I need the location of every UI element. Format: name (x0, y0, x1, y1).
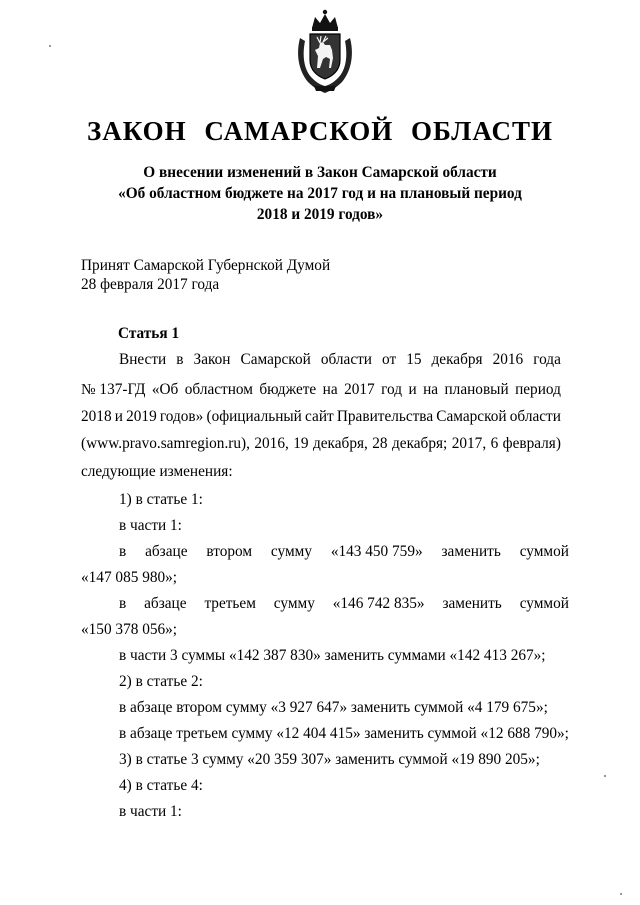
subtitle-line: 2018 и 2019 годов» (256, 206, 384, 223)
list-item (119, 542, 569, 561)
word: 2016 (492, 351, 524, 368)
word: Самарской (436, 408, 507, 425)
title-word: САМАРСКОЙ (204, 116, 394, 146)
list-item: «147 085 980»; (81, 569, 178, 586)
law-subtitle (0, 162, 640, 225)
word: декабря; (392, 435, 448, 452)
word: период (515, 381, 561, 398)
page-title (0, 116, 640, 147)
title-word: ОБЛАСТИ (411, 116, 553, 146)
article-heading: Статья 1 (118, 325, 180, 342)
list-item: 4) в статье 4: (119, 777, 203, 794)
list-item: в части 1: (119, 803, 182, 820)
word: «143 450 759» (330, 543, 423, 560)
word: суммой (519, 595, 569, 612)
list-item (119, 594, 569, 613)
word: 2018 (81, 408, 112, 425)
word: третьем (204, 595, 256, 612)
title-word: ЗАКОН (86, 116, 187, 146)
list-item: 3) в статье 3 сумму «20 359 307» заменить суммой «19 890 205»; (119, 751, 540, 768)
word: 2016, (254, 435, 289, 452)
subtitle-line: О внесении изменений в Закон Самарской области (143, 164, 497, 181)
word: областном (184, 381, 253, 398)
list-item: «150 378 056»; (81, 621, 178, 638)
intro-line (81, 380, 561, 399)
word: заменить (441, 543, 501, 560)
word: плановый (444, 381, 509, 398)
word: в (176, 351, 184, 368)
adoption-date: 28 февраля 2017 года (81, 276, 220, 293)
word: Внести (119, 351, 167, 368)
word: (официальный (206, 408, 302, 425)
adoption-body: Принят Самарской Губернской Думой (81, 257, 331, 274)
word: Закон (193, 351, 231, 368)
scan-speck (620, 893, 622, 895)
word: декабря (431, 351, 483, 368)
word: декабря, (312, 435, 368, 452)
word: «Об (151, 381, 179, 398)
word: заменить (442, 595, 502, 612)
intro-line: следующие изменения: (81, 463, 233, 480)
word: области (320, 351, 372, 368)
word: области (509, 408, 561, 425)
word: «146 742 835» (332, 595, 425, 612)
list-item: в части 1: (119, 517, 182, 534)
word: годов» (159, 408, 204, 425)
word: на (423, 381, 439, 398)
word: и (114, 408, 123, 425)
scan-speck (604, 775, 606, 777)
list-item: 2) в статье 2: (119, 673, 203, 690)
word: и (408, 381, 417, 398)
list-item: 1) в статье 1: (119, 491, 203, 508)
word: сумму (273, 595, 315, 612)
word: (www.pravo.samregion.ru), (81, 435, 250, 452)
word: в (119, 543, 127, 560)
word: в (119, 595, 127, 612)
word: 2017 (344, 381, 375, 398)
list-item: в абзаце втором сумму «3 927 647» заменить суммой «4 179 675»; (119, 699, 548, 716)
subtitle-line: «Об областном бюджете на 2017 год и на плановый период (118, 185, 522, 202)
word: № 137-ГД (81, 381, 146, 398)
word: 2019 (126, 408, 157, 425)
word: 19 (293, 435, 309, 452)
word: года (533, 351, 561, 368)
scan-speck (49, 45, 51, 47)
word: февраля) (502, 435, 561, 452)
intro-line (81, 407, 561, 426)
word: год (381, 381, 403, 398)
intro-line (119, 350, 561, 369)
word: 2017, (451, 435, 487, 452)
intro-line (81, 434, 561, 453)
word: бюджете (259, 381, 317, 398)
word: сумму (270, 543, 312, 560)
word: абзаце (145, 543, 188, 560)
word: от (382, 351, 397, 368)
word: 15 (406, 351, 422, 368)
word: сайт (305, 408, 334, 425)
samara-coat-of-arms-icon (290, 8, 360, 94)
word: Правительства (336, 408, 434, 425)
word: втором (206, 543, 253, 560)
adoption-info (81, 256, 330, 294)
word: 6 (490, 435, 499, 452)
list-item: в части 3 суммы «142 387 830» заменить суммами «142 413 267»; (119, 647, 546, 664)
word: суммой (519, 543, 569, 560)
list-item: в абзаце третьем сумму «12 404 415» заменить суммой «12 688 790»; (119, 725, 569, 742)
word: Самарской (240, 351, 311, 368)
word: 28 (372, 435, 388, 452)
word: на (322, 381, 338, 398)
word: абзаце (144, 595, 187, 612)
